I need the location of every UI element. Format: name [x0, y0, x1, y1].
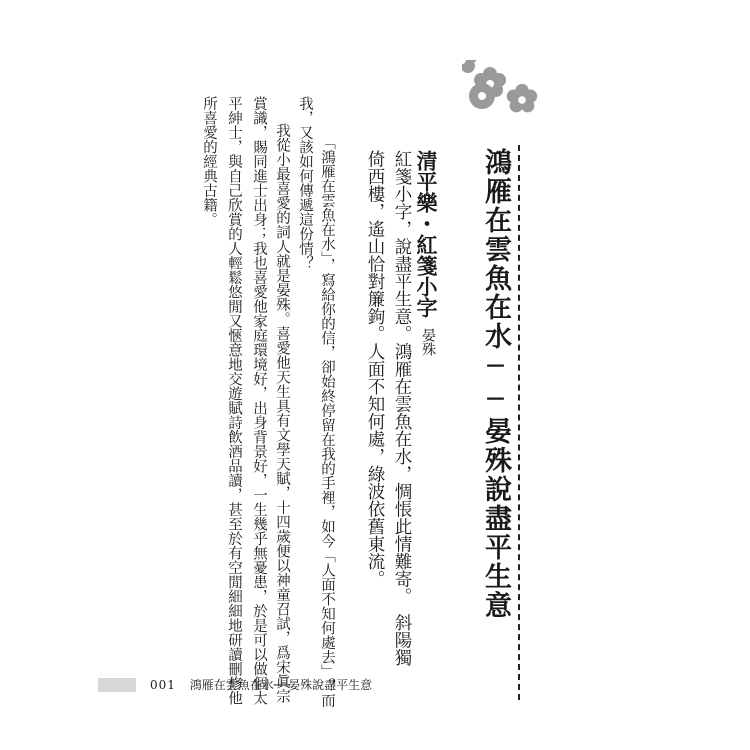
prose-line-6: 所喜愛的經典古籍。 [201, 96, 217, 227]
poem-author: 晏殊 [420, 328, 436, 356]
chapter-title: 鴻雁在雲魚在水──晏殊說盡平生意 [480, 148, 511, 620]
page-number: 001 [150, 678, 176, 692]
flower-decoration-icon [462, 60, 562, 126]
prose-line-1: 「鴻雁在雲魚在水」，寫給你的信，卻始終停留在我的手裡，如今「人面不知何處去」？而 [319, 135, 335, 708]
page-footer [150, 678, 372, 692]
footer-bar [98, 678, 136, 692]
prose-line-2: 我，又該如何傳遞這份情？ [297, 96, 313, 270]
poem-line-2: 倚西樓，遙山恰對簾鉤。人面不知何處，綠波依舊東流。 [365, 150, 385, 588]
prose-line-3: 我從小最喜愛的詞人就是晏殊。喜愛他天生具有文學天賦，十四歲便以神童召試，爲宋眞宗 [274, 123, 290, 703]
prose-line-4: 賞識，賜同進士出身；我也喜愛他家庭環境好，出身背景好，一生幾乎無憂患，於是可以做個太 [251, 96, 267, 705]
chapter-title-divider [518, 145, 520, 700]
prose-line-5: 平紳士，與自己欣賞的人輕鬆悠閒又愜意地交遊賦詩飲酒品讀，甚至於有空閒細細地研讀刪修他 [226, 96, 242, 705]
poem-line-1: 紅箋小字，說盡平生意。鴻雁在雲魚在水，惆悵此情難寄。 斜陽獨 [392, 150, 412, 667]
running-title: 鴻雁在雲魚在水──晏殊說盡平生意 [189, 678, 373, 692]
poem-title: 清平樂・紅箋小字 [414, 150, 439, 318]
